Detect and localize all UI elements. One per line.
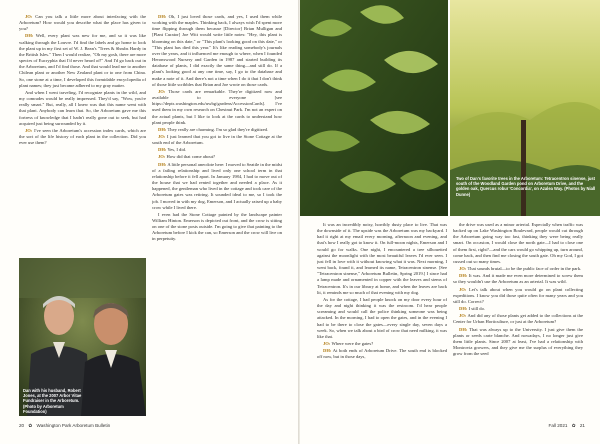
speaker-label: JO:: [158, 154, 166, 160]
paragraph-text: Yes, I did.: [166, 147, 187, 153]
speaker-label: DH:: [158, 147, 167, 153]
paragraph: [152, 162, 282, 211]
paragraph: [152, 127, 282, 133]
paragraph: [152, 14, 282, 88]
paragraph: [453, 287, 583, 305]
issue-season: Fall 2021: [548, 423, 568, 428]
paragraph-text: At both ends of Arboretum Drive. The south end is blocked off now, but in those days,: [317, 348, 447, 360]
paragraph: [453, 273, 583, 285]
right-column-2: [453, 222, 583, 418]
paragraph-text: the drive was used as a minor arterial. Especially when traffic was backed up on Lake Washington Boulevard, people would cut through the Arboretum going way too fast, thinking they were being really smart. On occasion, I would close the north gate—I had to close one of them first, right?—and the cars would go whipping up, turn around, come back, and then find me closing the south gate. Oh my God, I got cussed out so many times.: [453, 222, 583, 264]
paragraph-text: As for the cottage, I had people knock on my door every hour of the day and night thinking it was the restroom. I'd hear people screaming and would call the police thinking someone was being attacked. In the morning, I had to open the gates, and in the evening I had to be there to close the gates—every single day, seven days a week. So, when we talk about a bird of crow that need milking, it was like that.: [317, 296, 447, 339]
paragraph-text: It was. And it made me even more determined to screw them so they wouldn't use the Arboretum as an arterial. It was wild.: [453, 273, 583, 285]
speaker-label: DH:: [25, 33, 34, 39]
paragraph: [152, 154, 282, 160]
portrait-photo-caption: Dan with his husband, Robert Jones, at the 2007 Arbor Vitae Fundraiser in the Arboretum. (Photo by Arboretum Foundation): [23, 388, 82, 414]
paragraph-text: And when I went traveling, I'd recognize plants in the wild, and my comrades would be really impressed. They'd say, "Wow, you're really smart." But, really, all I knew was that this name went with that plant. Anybody can learn that. So, the Arboretum gave me this fortress of knowledge that I hadn't really gone out to seek, but had acquired just being surrounded by it.: [19, 89, 146, 126]
paragraph: [19, 128, 146, 146]
speaker-label: DH:: [158, 126, 167, 132]
paragraph: [317, 222, 447, 296]
speaker-label: DH:: [459, 306, 468, 312]
footer-separator-icon-right: ✿: [571, 423, 576, 428]
paragraph-text: Let's talk about when you would go on plant collecting expeditions. I know you did those quite often for many years and you still do. Correct?: [453, 286, 583, 304]
paragraph-text: They really are charming. I'm so glad they're digitized.: [166, 126, 269, 132]
portrait-photo: [19, 258, 146, 416]
paragraph: [317, 348, 447, 360]
trees-photo: [300, 0, 600, 216]
speaker-label: DH:: [158, 161, 167, 167]
trees-photo-caption: Two of Dan's favorite trees in the Arboretum: Tetracentron sinense, just south of the Woodland Garden pond on Arboretum Drive, and the golden oak, Quercus robur 'Concordia', on Azalea Way. (Photos by Niall Dunne): [456, 176, 596, 197]
footer-separator-icon: ✿: [28, 423, 33, 428]
paragraph: [453, 327, 583, 358]
paragraph-text: A little personal anecdote here: I moved to Seattle in the midst of a failing relationship and lived only one school term in that relationship before it fell apart. In January 1984, I had to move out of the house that we had rented together and needed a place. As it happened, the gentleman who lived in the cottage and took care of the Arboretum gates was retiring. It sounded ideal to me, so I took the job. I moved in with my dog, Emerson, and I actually raised up a baby crow while I lived there.: [152, 161, 282, 210]
paragraph-text: How did that come about?: [165, 154, 216, 160]
speaker-label: JO:: [323, 340, 331, 346]
right-page-number: 21: [579, 423, 585, 428]
speaker-label: JO:: [158, 88, 166, 94]
paragraph-text: That was always up to the University. I just give them the plants or seeds carte blanche. And nowadays, I no longer just give them little plants. Since 2007 at least, I've had a relationship with Montrovia growers, and they give me the surplus of everything they grow from the seed: [453, 326, 583, 357]
left-footer: [19, 423, 110, 429]
paragraph: [19, 33, 146, 88]
right-footer: [549, 423, 585, 429]
speaker-label: JO:: [459, 313, 467, 319]
paragraph: [453, 266, 583, 272]
paragraph: [152, 89, 282, 126]
left-page: [0, 0, 298, 444]
paragraph-text: Where were the gates?: [330, 340, 374, 346]
right-column-1: [317, 222, 447, 418]
paragraph-text: And did any of those plants get added to the collections at the Center for Urban Horticulture, or just at the Arboretum?: [453, 313, 583, 325]
paragraph: [453, 306, 583, 312]
speaker-label: JO:: [459, 286, 467, 292]
right-page: [300, 0, 600, 444]
speaker-label: DH:: [459, 326, 468, 332]
left-page-number: 20: [19, 423, 25, 428]
paragraph-text: I even had the Stone Cottage painted by the landscape painter William Hinton. Emerson is depicted out front, and the crow is sitting on one of the stone posts outside. I'm going to give that painting to the Arboretum before I kick the can, so Emerson and the crow will live on in perpetuity.: [152, 211, 282, 242]
speaker-label: JO:: [459, 266, 467, 272]
paragraph-text: I still do.: [467, 306, 486, 312]
paragraph: [453, 222, 583, 265]
left-column-1: [19, 14, 146, 254]
paragraph: [152, 134, 282, 146]
paragraph-text: Those cards are remarkable. They're digitized now and available to everyone [see https://depts.washington.edu/uwbg/gardens/AccessionCards]. I've used them in my own research on Chestnut Park. I'm not an expert on the actual plants, but I like to look at the cards to understand how plant people think.: [152, 88, 282, 125]
paragraph-text: Can you talk a little more about interfacing with the Arboretum? How would you describe what the place has given to you?: [19, 14, 146, 32]
paragraph: [152, 212, 282, 243]
paragraph-text: I just learned that you got to live in the Stone Cottage at the south end of the Arboretum.: [152, 133, 282, 146]
paragraph: [453, 313, 583, 325]
paragraph: [19, 14, 146, 32]
publication-title: Washington Park Arboretum Bulletin: [36, 423, 111, 428]
paragraph-text: Well, every plant was new for me, and so it was like walking through the Louvre. I'd find the labels and go home to look the plant up in my first set of W. J. Bean's "Trees & Shrubs Hardy in the British Isles." Then I would realize, "Oh my gosh, there are more species of Eucryphia that I'd never heard of!" And I'd go back out in the Arboretum, and I'd find those. And that would lead me to another Chilean plant or another New Zealand plant or to one from China. So, one stone at a time, I developed this formidable encyclopedia of plant names; they just became adhered to my gray matter.: [19, 33, 146, 88]
speaker-label: DH:: [323, 348, 332, 354]
speaker-label: DH:: [459, 273, 468, 279]
paragraph-text: It was an incredibly noisy, horribly dusty place to live. That was the downside of it. The upside was the Arboretum was my backyard. I had it right at my email every morning, afternoon and evening, and that's how I really got to know it. On full-moon nights, Emerson and I would go for walks. One night, I encountered a tree silhouetted against the moonlight with the most beautiful leaves I'd ever seen. I just fell in love with it without knowing what it was. Next morning, I went back, found it, and learned its name, Tetracentron sinense. [See "Tetracentron sinense," Arboretum Bulletin, Spring 2019.] I since had a lamp made and ornamented in copper with the leaves and stems of Tetracentron. It's in our library at home, and when the leaves are back lit, it reminds me so much of that evening with my dog.: [317, 222, 447, 295]
paragraph: [19, 90, 146, 127]
paragraph: [317, 341, 447, 347]
left-column-2: [152, 14, 282, 416]
speaker-label: DH:: [158, 14, 167, 19]
paragraph-text: Oh, I just loved those cards, and yes, I used them while working with the maples. Thinking back, I always wish I'd spent more time flipping through them because [Director] Brian Mulligan and [Plant Curator] Joe Witt would write little notes: "Hey, this plant is blooming on this date," or "This plant's looking good on this date," or "This plant has died this year." It's like reading somebody's journals over the years, and it influenced me enough to where, when I founded Heronswood Nursery and Garden in 1987 and started building its database of plants, I did exactly the same thing—and still do. If a plant's looking good at any one time, say, I go to the database and make a note of it. And there's not a time when I do it that I don't think of those little scribbles that Brian and Joe wrote on those cards.: [152, 14, 282, 87]
speaker-label: JO:: [158, 133, 166, 139]
paragraph: [152, 147, 282, 153]
speaker-label: JO:: [25, 127, 33, 133]
speaker-label: JO:: [25, 14, 33, 19]
paragraph: [317, 297, 447, 340]
paragraph-text: I've seen the Arboretum's accession index cards, which are the sort of the life history of each plant in the collection. Did you ever use them?: [19, 127, 146, 146]
paragraph-text: That sounds brutal—to be the public face of order in the park.: [466, 266, 582, 272]
